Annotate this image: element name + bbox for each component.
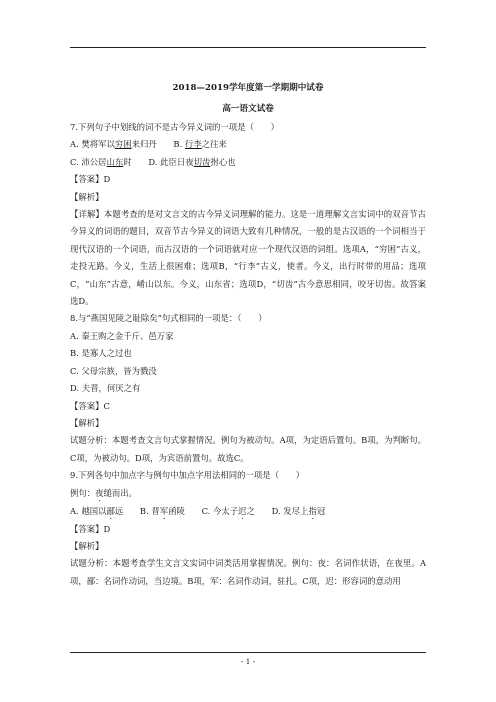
q7-options-ab bbox=[70, 136, 426, 153]
q7-option-a-post: 来归丹 bbox=[131, 139, 157, 150]
q9-option-d-pre: D. 发尽上 bbox=[271, 505, 309, 516]
q9-option-b-post: 函陵 bbox=[168, 505, 185, 516]
q8-answer: 【答案】C bbox=[70, 400, 110, 411]
q8-detail: 试题分析：本题考查文言句式掌握情况。例句为被动句。A项，为定语后置句。B项，为判断句。C项，为被动句。D项，为宾语前置句。故选C。 bbox=[70, 435, 426, 463]
q8-option-c: C. 父母宗族，皆为戮没 bbox=[70, 365, 157, 376]
q7-option-d-underlined: 切齿 bbox=[193, 156, 211, 167]
q7-option-a-underlined: 穷困 bbox=[114, 139, 132, 150]
q7-detail: 【详解】本题考查的是对文言文的古今异义词理解的能力。这是一道理解文言实词中的双音节古今异义的词语的题目，双音节古今异义的词语大致有几种情况，一般的是古汉语的一个词相当于现代汉语的一个词语，而古汉语的一个词语就对应一个现代汉语的词组。选项A，“穷困”古义，走投无路。今义，生活上很困难；选项B，“行李”古义，使者。今义，出行时带的用品；选项C，“山东”古意，崤山以东。今义，山东省；选项D，“切齿”古今意思相同，咬牙切齿。故答案选D。 bbox=[70, 209, 426, 307]
q9-option-a-pre: A. 越国以 bbox=[70, 505, 107, 516]
q7-options-cd bbox=[70, 154, 426, 171]
q8-option-d: D. 夫晋，何厌之有 bbox=[70, 383, 141, 394]
q7-option-a bbox=[70, 139, 157, 149]
q7-option-b-post: 之往来 bbox=[201, 139, 227, 150]
q7-option-c-pre: C. 沛公居 bbox=[70, 156, 107, 167]
q9-option-c-pre: C. 今太子 bbox=[201, 505, 239, 516]
footer-rule bbox=[70, 652, 426, 653]
q7-analysis-label: 【解析】 bbox=[70, 191, 104, 202]
q8-option-b: B. 是寡人之过也 bbox=[70, 348, 132, 359]
q7-option-a-pre: A. 樊将军以 bbox=[70, 139, 115, 150]
q9-option-a bbox=[70, 506, 123, 516]
q7-option-b-underlined: 行李 bbox=[184, 139, 202, 150]
q9-option-d bbox=[272, 506, 326, 516]
q7-answer: 【答案】D bbox=[70, 174, 111, 185]
q9-option-c-dotted: 迟 bbox=[238, 505, 247, 516]
q7-option-c-underlined: 山东 bbox=[106, 156, 124, 167]
q9-option-a-post: 远 bbox=[114, 505, 124, 516]
q7-option-c bbox=[70, 157, 132, 167]
q7-option-d-pre: D. 此臣日夜 bbox=[148, 156, 194, 167]
q9-option-a-dotted: 鄙 bbox=[106, 505, 115, 516]
q9-option-b bbox=[140, 506, 185, 516]
q9-option-d-post: 冠 bbox=[316, 505, 326, 516]
q7-option-b-pre: B. bbox=[173, 139, 185, 150]
q9-detail: 试题分析：本题考查学生文言文实词中词类活用掌握情况。例句：夜：名词作状语，在夜里。A项，鄙：名词作动词，当边境。B项，军：名词作动词，驻扎。C项，迟：形容词的意动用 bbox=[70, 558, 426, 586]
page-number: - 1 - bbox=[240, 657, 256, 666]
q9-example-dotted: 夜 bbox=[95, 487, 104, 498]
exam-subtitle: 高一语文试卷 bbox=[222, 104, 274, 114]
q9-option-d-dotted: 指 bbox=[308, 505, 317, 516]
exam-title: 2018—2019学年度第一学期期中试卷 bbox=[172, 83, 324, 93]
q9-stem: 9.下列各句中加点字与例句中加点字用法相同的一项是（ ） bbox=[70, 470, 305, 481]
exam-content bbox=[70, 82, 426, 590]
q9-option-c-post: 之 bbox=[246, 505, 255, 516]
q8-option-a: A. 秦王购之金千斤、邑万家 bbox=[70, 330, 174, 341]
q7-stem: 7.下列句子中划线的词不是古今异义词的一项是（ ） bbox=[70, 122, 279, 132]
q9-option-b-pre: B. 晋 bbox=[139, 505, 160, 516]
q7-option-c-post: 时 bbox=[123, 156, 132, 167]
q9-analysis-label: 【解析】 bbox=[70, 540, 104, 551]
q9-option-c bbox=[202, 506, 255, 516]
q8-analysis-label: 【解析】 bbox=[70, 417, 104, 428]
q9-option-b-dotted: 军 bbox=[159, 505, 169, 516]
q9-example bbox=[70, 485, 426, 503]
q7-option-b bbox=[173, 139, 226, 149]
q9-example-pre: 例句： bbox=[70, 487, 96, 498]
q9-example-post: 缒而出。 bbox=[103, 487, 137, 498]
q7-option-d bbox=[148, 157, 235, 167]
q9-options bbox=[70, 503, 426, 521]
q8-stem: 8.与“燕国见陵之耻除矣”句式相同的一项是：（ ） bbox=[70, 313, 267, 324]
q9-answer: 【答案】D bbox=[70, 523, 111, 534]
header-rule bbox=[70, 47, 426, 48]
q7-option-d-post: 拊心也 bbox=[210, 156, 236, 167]
